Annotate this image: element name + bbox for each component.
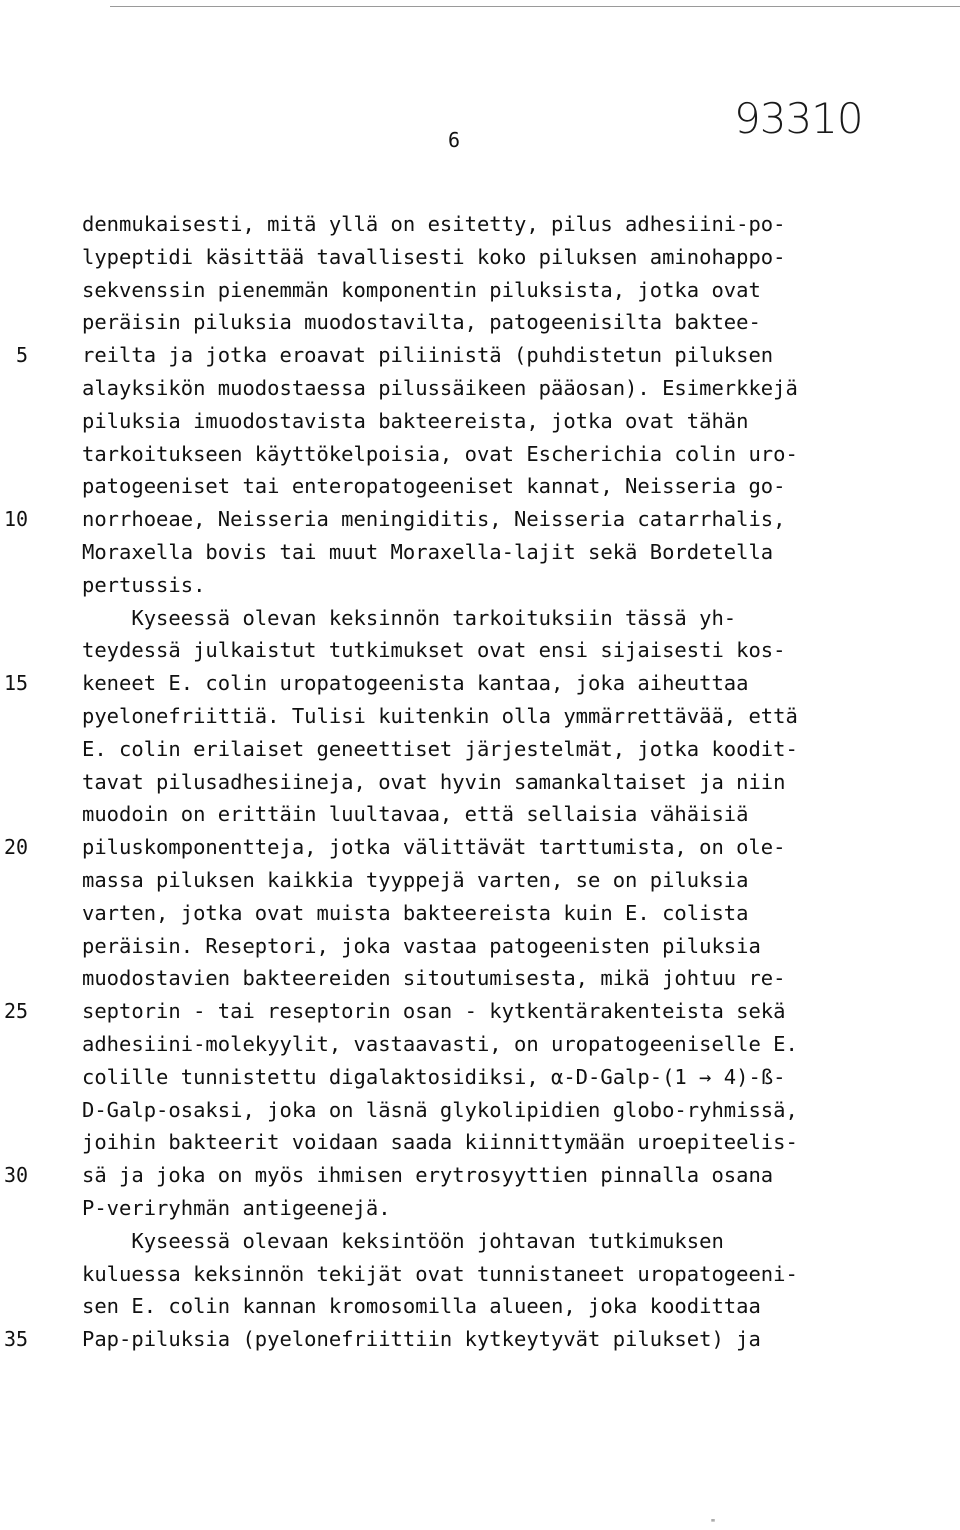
scan-speck: " [710, 1518, 717, 1529]
text-line: teydessä julkaistut tutkimukset ovat ensi sijaisesti kos- [82, 638, 786, 663]
text-line: joihin bakteerit voidaan saada kiinnittymään uroepiteelis- [82, 1130, 798, 1155]
text-line: reilta ja jotka eroavat piliinistä (puhdistetun piluksen [82, 343, 774, 368]
text-line: E. colin erilaiset geneettiset järjestelmät, jotka koodit- [82, 736, 798, 761]
text-line: sen E. colin kannan kromosomilla alueen, joka koodittaa [82, 1294, 761, 1319]
text-line: Kyseessä olevaan keksintöön johtavan tutkimuksen [82, 1228, 724, 1253]
text-line: colille tunnistettu digalaktosidiksi, α-D-Galp-(1 → 4)-ß- [82, 1064, 786, 1089]
text-line: massa piluksen kaikkia tyyppejä varten, se on piluksia [82, 867, 749, 892]
text-line: norrhoeae, Neisseria meningiditis, Neisseria catarrhalis, [82, 507, 786, 532]
text-line: muodostavien bakteereiden sitoutumisesta, mikä johtuu re- [82, 966, 786, 991]
text-line: peräisin. Reseptori, joka vastaa patogeenisten piluksia [82, 933, 761, 958]
text-line: adhesiini-molekyylit, vastaavasti, on uropatogeeniselle E. [82, 1031, 798, 1056]
margin-line-number: 5 [16, 343, 29, 368]
text-line: lypeptidi käsittää tavallisesti koko piluksen aminohappo- [82, 244, 786, 269]
margin-line-number: 35 [4, 1327, 29, 1352]
margin-line-number: 10 [4, 507, 29, 532]
text-line: denmukaisesti, mitä yllä on esitetty, pilus adhesiini-po- [82, 212, 786, 236]
body-text [82, 208, 842, 1356]
text-line: keneet E. colin uropatogeenista kantaa, joka aiheuttaa [82, 671, 749, 696]
text-line: septorin - tai reseptorin osan - kytkentärakenteista sekä [82, 999, 786, 1024]
text-line: muodoin on erittäin luultavaa, että sellaisia vähäisiä [82, 802, 749, 827]
text-line: pyelonefriittiä. Tulisi kuitenkin olla ymmärrettävää, että [82, 703, 798, 728]
text-line: Moraxella bovis tai muut Moraxella-lajit sekä Bordetella [82, 539, 774, 564]
text-line: sekvenssin pienemmän komponentin piluksista, jotka ovat [82, 277, 761, 302]
text-line: peräisin piluksia muodostavilta, patogeenisilta baktee- [82, 310, 761, 335]
text-line: tavat pilusadhesiineja, ovat hyvin samankaltaiset ja niin [82, 769, 786, 794]
text-line: pertussis. [82, 572, 206, 597]
text-line: tarkoitukseen käyttökelpoisia, ovat Escherichia colin uro- [82, 441, 798, 466]
top-rule [110, 6, 960, 7]
margin-line-number: 20 [4, 835, 29, 860]
text-line: piluksia imuodostavista bakteereista, jotka ovat tähän [82, 408, 749, 433]
text-line: D-Galp-osaksi, joka on läsnä glykolipidien globo-ryhmissä, [82, 1097, 798, 1122]
margin-line-number: 30 [4, 1163, 29, 1188]
text-line: Pap-piluksia (pyelonefriittiin kytkeytyvät pilukset) ja [82, 1327, 761, 1352]
text-line: P-veriryhmän antigeenejä. [82, 1195, 391, 1220]
patent-number: 93310 [734, 94, 863, 143]
text-line: alayksikön muodostaessa pilussäikeen pääosan). Esimerkkejä [82, 375, 798, 400]
text-line: Kyseessä olevan keksinnön tarkoituksiin tässä yh- [82, 605, 737, 630]
margin-line-number: 25 [4, 999, 29, 1024]
page-number: 6 [448, 128, 461, 152]
text-line: patogeeniset tai enteropatogeeniset kannat, Neisseria go- [82, 474, 786, 499]
text-line: kuluessa keksinnön tekijät ovat tunnistaneet uropatogeeni- [82, 1261, 798, 1286]
margin-line-number: 15 [4, 671, 29, 696]
text-line: varten, jotka ovat muista bakteereista kuin E. colista [82, 900, 749, 925]
text-line: sä ja joka on myös ihmisen erytrosyyttien pinnalla osana [82, 1163, 774, 1188]
text-line: piluskomponentteja, jotka välittävät tarttumista, on ole- [82, 835, 786, 860]
